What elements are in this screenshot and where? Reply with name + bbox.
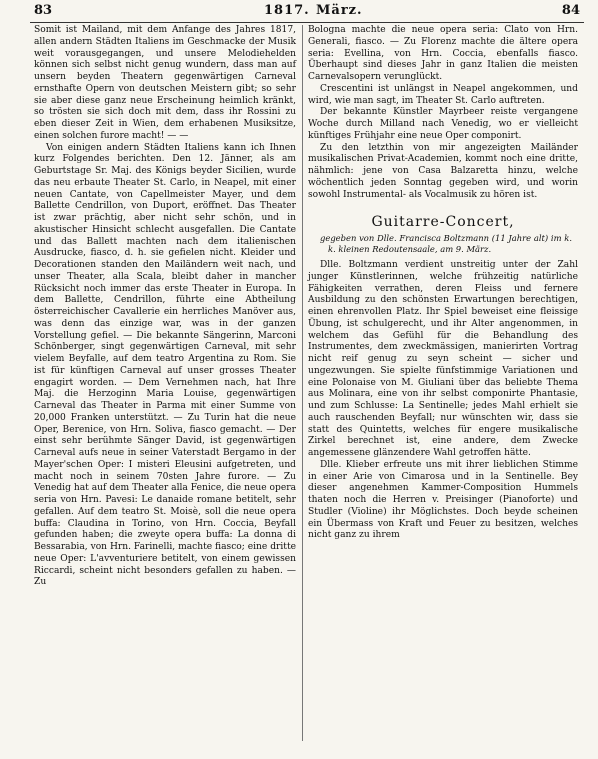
right-paragraph-6: Dlle. Klieber erfreute uns mit ihrer lieblichen Stimme in einer Arie von Cimarosa und in la Sentinelle. Bey dieser angenehmen Kammer-Composition Hummels thaten noch die Herren v. Preisinger (Pianoforte) und Studler (Violine) ihr Möglichstes. Doch beyde scheinen ein Übermass von Kraft und Feuer zu besitzen, welches nicht ganz zu ihrem	[308, 459, 578, 541]
header-month: März.	[316, 3, 363, 18]
page-header	[30, 3, 584, 21]
page-number-right: 84	[561, 3, 580, 18]
section-subtitle: gegeben von Dlle. Francisca Boltzmann (11 Jahre alt) im k. k. kleinen Redoutensaale, am 9. März.	[320, 233, 572, 254]
header-year: 1817.	[264, 3, 310, 18]
right-paragraph-3: Der bekannte Künstler Mayrbeer reiste vergangene Woche durch Milland nach Venedig, wo er vielleicht künftiges Frühjahr eine neue Oper componirt.	[308, 107, 578, 141]
right-column	[308, 25, 578, 542]
header-rule	[30, 22, 584, 23]
right-paragraph-5: Dlle. Boltzmann verdient unstreitig unter der Zahl junger Künstlerinnen, welche frühzeitig natürliche Fähigkeiten verrathen, deren Fleiss und fernere Ausbildung zu den schönsten Erwartungen berechtigen, einen ehrenvollen Platz. Ihr Spiel beweiset eine fleissige Übung, ist schulgerecht, und ihr Alter angenommen, in welchem das Gefühl für die Behandlung des Instrumentes, dem zweckmässigen, manierirten Vortrag nicht reif genug zu seyn scheint — sicher und ungezwungen. Sie spielte fünfstimmige Variationen und eine Polonaise von M. Giuliani über das beliebte Thema aus Molinara, eine von ihr selbst componirte Phantasie, und zum Schlusse: La Sentinelle; jedes Mahl erhielt sie auch rauschenden Beyfall; nur wünschten wir, dass sie statt des Quintetts, welches für engere musikalische Zirkel berechnet ist, eine andere, dem Zwecke angemessene glänzendere Wahl getroffen hätte.	[308, 260, 578, 458]
right-paragraph-4: Zu den letzthin von mir angezeigten Mailänder musikalischen Privat-Academien, kommt noch eine dritte, nähmlich: jene von Casa Balzaretta hinzu, welche wöchentlich jeden Sonntag gegeben wird, und worin sowohl Instrumental- als Vocalmusik zu hören ist.	[308, 142, 578, 200]
section-title: Guitarre-Concert,	[371, 214, 515, 231]
right-paragraph-1: Bologna machte die neue opera seria: Clato von Hrn. Generali, fiasco. — Zu Florenz machte die ältere opera seria: Evellina, von Hrn. Coccia, ebenfalls fiasco. Überhaupt sind dieses Jahr in ganz Italien die meisten Carnevalsopern verunglückt.	[308, 25, 578, 82]
left-paragraph-2: Von einigen andern Städten Italiens kann ich Ihnen kurz Folgendes berichten. Den 12. Jänner, als am Geburtstage Sr. Maj. des Königs beyder Sicilien, wurde das neu erbaute Theater St. Carlo, in Neapel, mit einer neuen Cantate, von Capellmeister Mayer, und dem Ballette Cendrillon, von Duport, eröffnet. Das Theater ist zwar prächtig, aber nicht sehr schön, und in akustischer Hinsicht schlecht ausgefallen. Die Cantate und das Ballett machten nach dem italienischen Ausdrucke, fiasco, d. h. sie gefielen nicht. Kleider und Decorationen standen den Mailändern weit nach, und unser Theater, alla Scala, bleibt daher in mancher Rücksicht noch immer das erste Theater in Europa. In dem Ballette, Cendrillon, führte eine Abtheilung österreichischer Cavallerie ein herrliches Manöver aus, was denn das einzige war, was in der ganzen Vorstellung gefiel. — Die bekannte Sängerinn, Marconi Schönberger, singt gegenwärtigen Carneval, mit sehr vielem Beyfalle, auf dem teatro Argentina zu Rom. Sie ist für künftigen Carneval auf unser grosses Theater engagirt worden. — Dem Vernehmen nach, hat Ihre Maj. die Herzoginn Maria Louise, gegenwärtigen Carneval das Theater in Parma mit einer Summe von 20,000 Franken unterstützt. — Zu Turin hat die neue Oper, Berenice, von Hrn. Soliva, fiasco gemacht. — Der einst sehr berühmte Sänger David, ist gegenwärtigen Carneval aufs neue in seiner Vaterstadt Bergamo in der Mayer'schen Oper: I misteri Eleusini aufgetreten, und macht noch in seinem 70sten Jahre furore. — Zu Venedig hat auf dem Theater alla Fenice, die neue opera seria von Hrn. Pavesi: Le danaide romane betitelt, sehr gefallen. Auf dem teatro St. Moisè, soll die neue opera buffa: Claudina in Torino, von Hrn. Coccia, Beyfall gefunden haben; die zweyte opera buffa: La donna di Bessarabia, von Hrn. Farinelli, machte fiasco; eine dritte neue Oper: L'avventuriere betitelt, von einem gewissen Riccardi, scheint nicht besonders gefallen zu haben. — Zu	[34, 142, 296, 588]
left-paragraph-1: Somit ist Mailand, mit dem Anfange des Jahres 1817, allen andern Städten Italiens im Geschmacke der Musik weit vorausgegangen, und unsere Melodiehelden können sich selbst nicht genug wundern, dass man auf unsern beyden Theatern gegenwärtigen Carneval ernsthafte Opern von deutschen Meistern gibt; so sehr sie aber diese ganz neue Erscheinung heimlich kränkt, so trösten sie sich doch mit dem, dass ihr Rossini zu eben dieser Zeit in Wien, dem erhabenen Musiksitze, einen solchen furore macht! — —	[34, 25, 296, 141]
column-divider	[302, 25, 303, 741]
left-column	[34, 25, 296, 589]
right-paragraph-2: Crescentini ist unlängst in Neapel angekommen, und wird, wie man sagt, im Theater St. Carlo auftreten.	[308, 83, 578, 106]
page-number-left: 83	[34, 3, 53, 18]
